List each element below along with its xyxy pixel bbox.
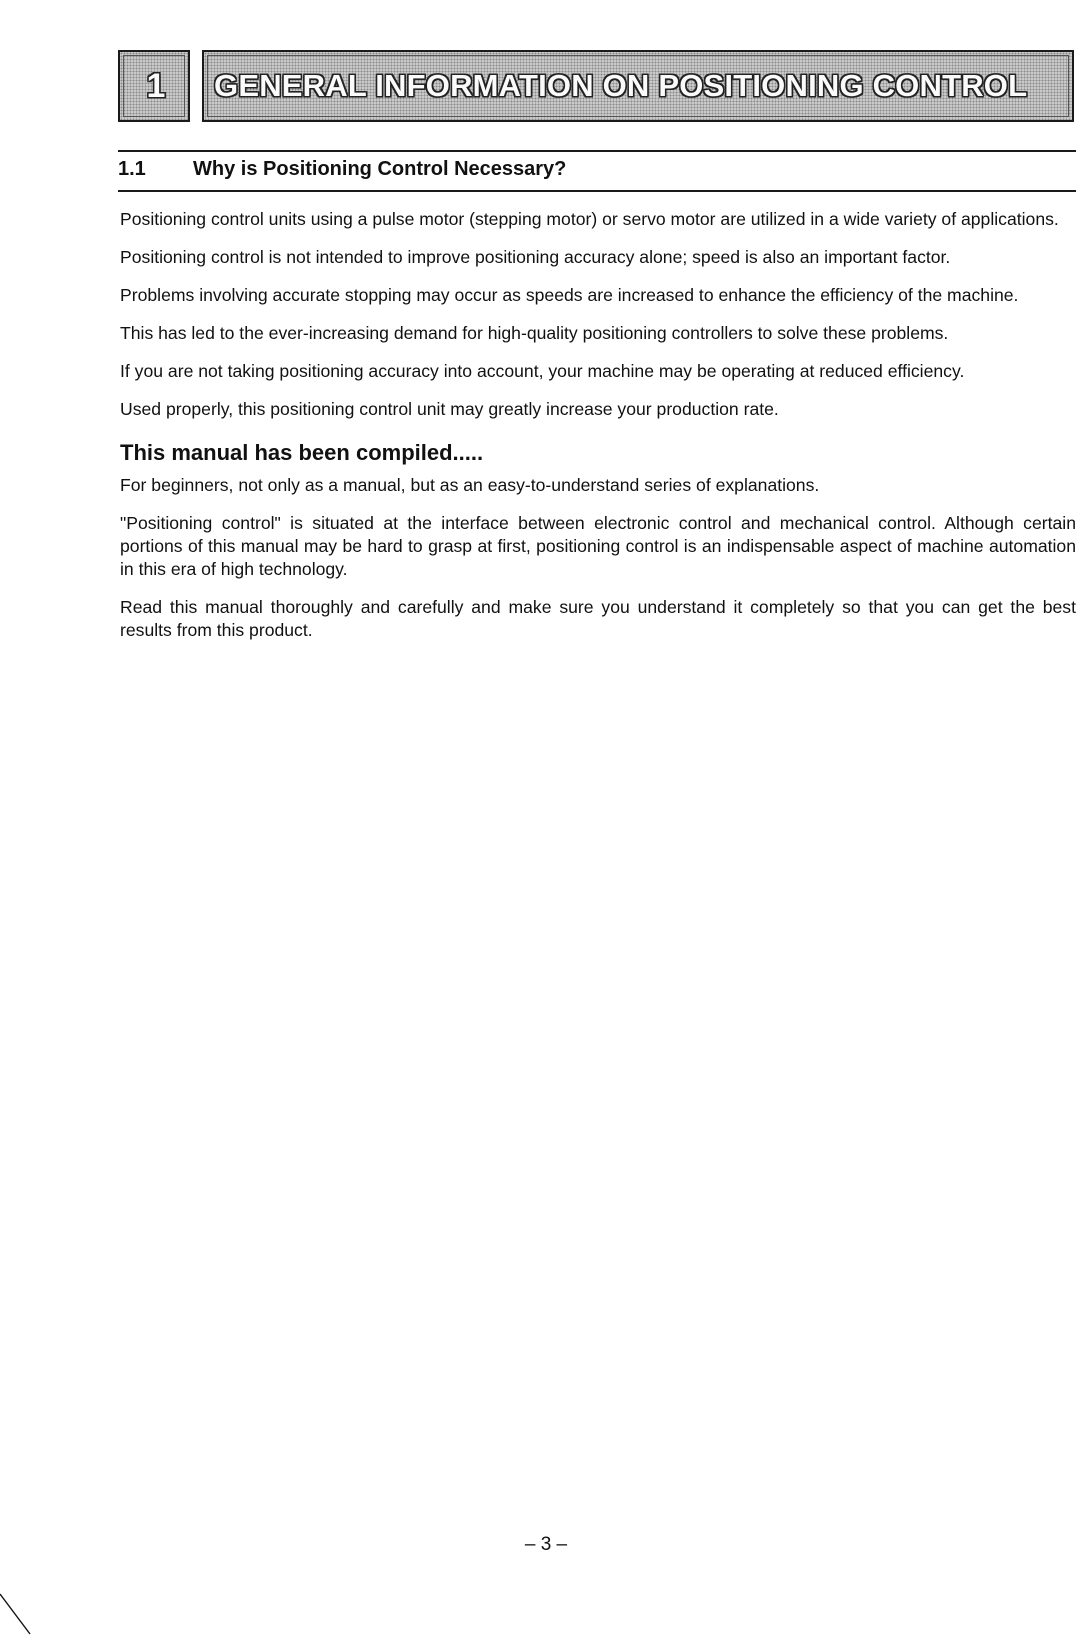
section-title: Why is Positioning Control Necessary? xyxy=(193,158,567,180)
section-number: 1.1 xyxy=(118,158,146,180)
section-rule-bottom xyxy=(118,190,1076,192)
chapter-title-box xyxy=(202,50,1074,122)
paragraph: Positioning control is not intended to improve positioning accuracy alone; speed is also an important factor. xyxy=(120,247,951,267)
paragraph: This has led to the ever-increasing demand for high-quality positioning controllers to solve these problems. xyxy=(120,323,949,343)
section-rule-top xyxy=(118,150,1076,152)
paragraph: For beginners, not only as a manual, but as an easy-to-understand series of explanations. xyxy=(120,475,820,495)
paragraph: Problems involving accurate stopping may occur as speeds are increased to enhance the efficiency of the machine. xyxy=(120,285,1019,305)
paragraph: Read this manual thoroughly and carefully and make sure you understand it completely so that you can get the best results from this product. xyxy=(120,597,1076,640)
paragraph: Used properly, this positioning control unit may greatly increase your production rate. xyxy=(120,399,779,419)
paragraph: If you are not taking positioning accuracy into account, your machine may be operating at reduced efficiency. xyxy=(120,361,965,381)
paragraph: "Positioning control" is situated at the interface between electronic control and mechanical control. Although certain portions of this manual may be hard to grasp at first, positioning control is an indispensable aspect of machine automation in this era of high technology. xyxy=(120,513,1076,579)
chapter-number-box xyxy=(118,50,190,122)
subheading: This manual has been compiled..... xyxy=(120,440,484,465)
chapter-banner xyxy=(118,50,1074,124)
paragraph: Positioning control units using a pulse motor (stepping motor) or servo motor are utilized in a wide variety of applications. xyxy=(120,209,1059,229)
scan-corner-mark xyxy=(0,1590,40,1638)
chapter-title: GENERAL INFORMATION ON POSITIONING CONTROL xyxy=(214,68,1028,103)
chapter-number: 1 xyxy=(146,67,166,105)
body-text xyxy=(120,208,1076,657)
page-number: – 3 – xyxy=(524,1534,568,1555)
